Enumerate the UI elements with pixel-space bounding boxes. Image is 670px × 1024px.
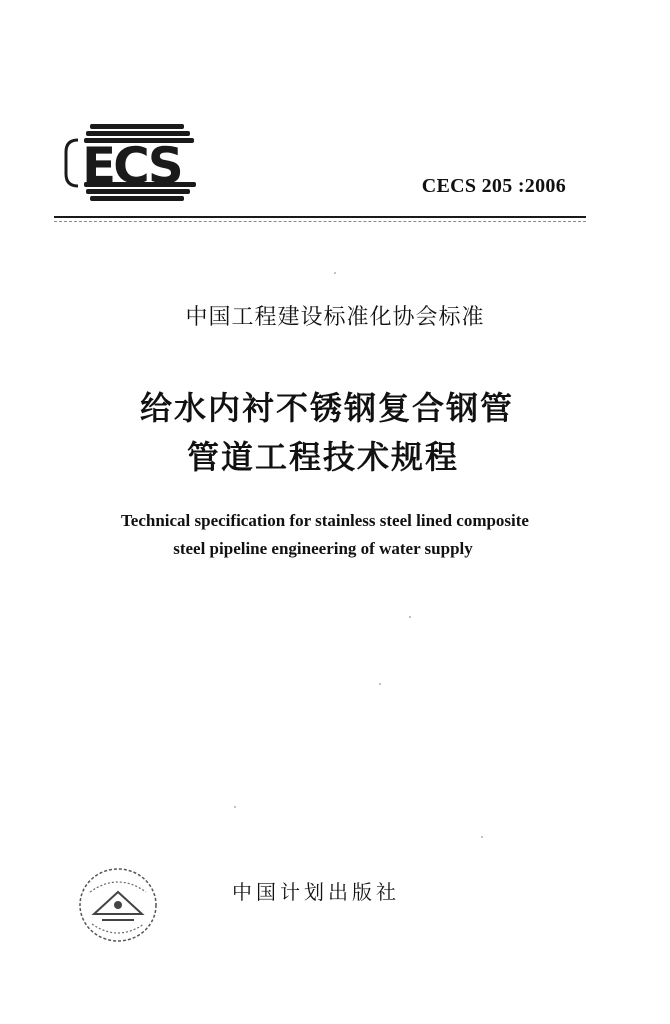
scan-speck [481, 836, 483, 838]
header-rule-dashed [54, 221, 586, 222]
title-en-line-1: Technical specification for stainless steel lined composite [121, 511, 529, 530]
title-cn-line-2: 管道工程技术规程 [186, 438, 459, 476]
scan-speck [409, 616, 411, 618]
publisher-name: 中国计划出版社 [232, 880, 400, 904]
scan-speck [234, 806, 236, 808]
standard-code: CECS 205 :2006 [421, 175, 566, 197]
ecs-logo [64, 120, 214, 204]
title-cn-line-1: 给水内衬不锈钢复合钢管 [139, 389, 514, 427]
scan-speck [379, 683, 381, 685]
header-rule [54, 216, 586, 218]
svg-text:ECS: ECS [82, 137, 181, 195]
scan-speck [334, 272, 336, 274]
title-en-line-2: steel pipeline engineering of water supply [173, 539, 473, 558]
series-title: 中国工程建设标准化协会标准 [185, 305, 485, 330]
publisher-seal-icon [72, 862, 164, 948]
